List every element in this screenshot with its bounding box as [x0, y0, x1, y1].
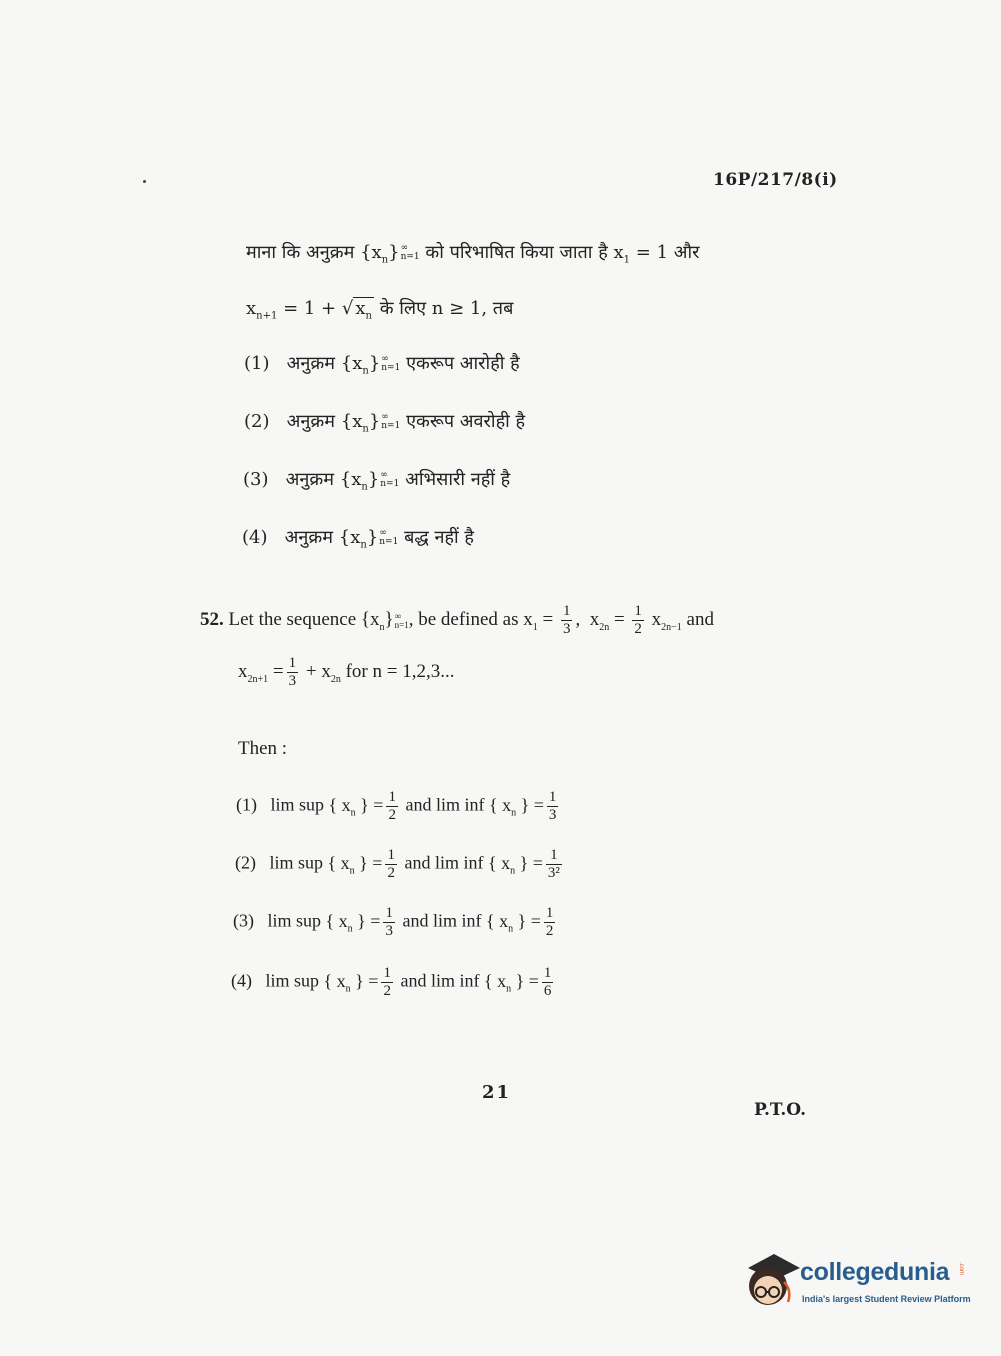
q51-line1-a: माना कि अनुक्रम: [246, 242, 355, 263]
collegedunia-logo: [744, 1250, 974, 1320]
q52-line2: [238, 656, 454, 689]
sequence-notation: $\{x_n\}$ ∞ n=1: [340, 411, 401, 435]
x2n1-definition: $x_{2n+1}$ = $\frac{1}{3}$ + $x_{2n}$: [238, 655, 341, 689]
q51-line2-a: = 1 +: [283, 298, 337, 319]
q52-line2-tail: for n = 1,2,3...: [345, 660, 455, 682]
option-number: (3): [233, 910, 254, 931]
option-text: एकरूप आरोही है: [406, 353, 520, 374]
lim-inf-label: and lim inf: [402, 910, 482, 931]
x1-definition: $x_1$ = $\frac{1}{3}$ ,: [523, 603, 581, 637]
logo-tagline: India's largest Student Review Platform: [802, 1294, 971, 1304]
x1-term: $x_1$: [613, 242, 631, 266]
q52-option-1: (1) lim sup { $x_n$ } = $\frac{1}{2}$ and lim inf { $x_n$ } = $\frac{1}{3}$: [236, 789, 557, 823]
logo-name: collegedunia: [800, 1258, 950, 1286]
option-number: (4): [242, 527, 268, 548]
option-prefix: अनुक्रम: [286, 411, 336, 432]
sequence-notation: $\{x_n\}$ ∞ n=1: [360, 242, 420, 266]
lim-sup-label: lim sup: [265, 970, 320, 991]
sequence-notation: $\{x_n\}$ ∞ n=1: [339, 469, 400, 493]
inf-numerator: 1: [543, 965, 552, 981]
sequence-notation: $\{x_n\}$ ∞ n=1: [360, 608, 409, 633]
q51-line1-b: को परिभाषित किया जाता है: [425, 242, 608, 263]
q52-option-3: (3) lim sup { $x_n$ } = $\frac{1}{3}$ and lim inf { $x_n$ } = $\frac{1}{2}$: [233, 905, 554, 939]
speck: [143, 180, 146, 183]
inf-numerator: 1: [548, 789, 557, 805]
q52-option-4: (4) lim sup { $x_n$ } = $\frac{1}{2}$ and lim inf { $x_n$ } = $\frac{1}{6}$: [231, 965, 552, 999]
option-text: बद्ध नहीं है: [404, 527, 474, 548]
lim-sup-label: lim sup: [267, 910, 322, 931]
q52-line1-and: and: [686, 608, 714, 630]
q52-line1: [200, 604, 714, 637]
q52-line1-a: Let the sequence: [228, 608, 357, 630]
q51-option-3: [243, 467, 510, 493]
option-number: (3): [243, 469, 269, 490]
logo-com: .com: [958, 1262, 964, 1276]
option-number: (2): [244, 411, 270, 432]
inf-numerator: 1: [546, 848, 562, 865]
inf-numerator: 1: [545, 905, 554, 921]
inf-denominator: 6: [543, 983, 552, 999]
option-number: (1): [236, 794, 257, 815]
sqrt-xn: √ $x_n$: [341, 298, 372, 322]
sup-denominator: 3: [385, 923, 393, 939]
option-prefix: अनुक्रम: [284, 527, 334, 548]
q51-option-4: [242, 525, 474, 551]
sequence-notation: $\{x_n\}$ ∞ n=1: [338, 527, 399, 551]
inf-denominator: 3: [548, 807, 557, 823]
lim-sup-label: lim sup: [270, 794, 325, 815]
q51-line1: [246, 240, 700, 266]
pto-label: P.T.O.: [754, 1100, 806, 1120]
lim-sup-label: lim sup: [269, 852, 324, 873]
mascot-icon: [744, 1250, 800, 1314]
option-prefix: अनुक्रम: [285, 469, 335, 490]
inf-denominator: 2: [545, 923, 554, 939]
lim-inf-label: and lim inf: [405, 794, 485, 815]
inf-denominator: 3²: [547, 865, 560, 881]
q52-option-2: (2) lim sup { $x_n$ } = $\frac{1}{2}$ and lim inf { $x_n$ } = $\frac{1}{\text{3²}}$: [235, 847, 560, 881]
sup-denominator: 2: [388, 807, 396, 823]
q52-then: Then :: [238, 738, 288, 759]
q51-option-1: [244, 351, 520, 377]
q51-option-2: [244, 409, 525, 435]
sup-denominator: 2: [383, 983, 391, 999]
option-number: (2): [235, 852, 256, 873]
question-number: 52.: [200, 608, 224, 630]
option-number: (4): [231, 970, 252, 991]
page-number: 21: [482, 1082, 512, 1103]
option-text: अभिसारी नहीं है: [405, 469, 511, 490]
option-prefix: अनुक्रम: [286, 353, 336, 374]
sup-denominator: 2: [387, 865, 395, 881]
sequence-notation: $\{x_n\}$ ∞ n=1: [340, 353, 401, 377]
q51-line1-c: = 1 और: [635, 242, 700, 263]
x2n-definition: $x_{2n}$ = $\frac{1}{2}$ $x_{2n-1}$: [589, 603, 682, 637]
lim-inf-label: and lim inf: [404, 852, 484, 873]
q51-line2-b: के लिए n ≥ 1, तब: [379, 298, 514, 319]
xn1-term: $x_{n+1}$: [246, 298, 278, 322]
option-text: एकरूप अवरोही है: [406, 411, 526, 432]
q52-line1-b: , be defined as: [408, 608, 519, 630]
paper-code: 16P/217/8(i): [713, 170, 838, 190]
q51-line2: [246, 296, 513, 322]
option-number: (1): [244, 353, 270, 374]
lim-inf-label: and lim inf: [400, 970, 480, 991]
